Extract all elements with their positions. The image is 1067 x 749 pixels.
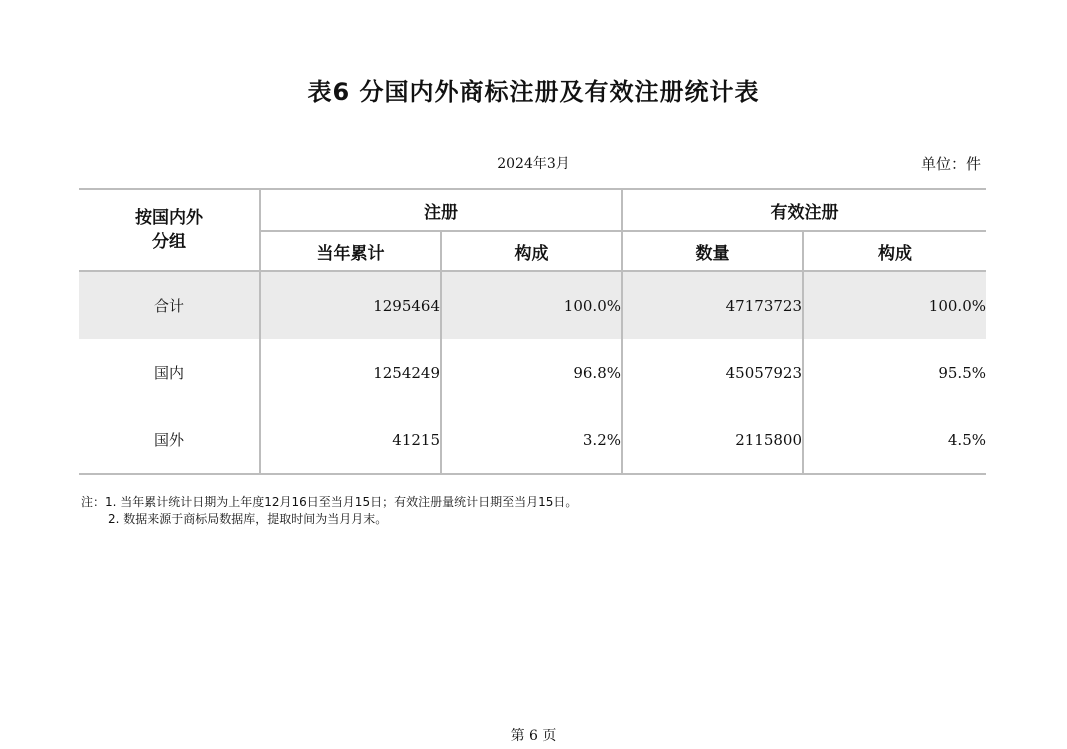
footnote-2: 2. 数据来源于商标局数据库，提取时间为当月月末。 <box>108 512 388 526</box>
table-row <box>79 271 986 339</box>
cell-value: 2115800 <box>622 406 803 474</box>
footnote-1: 注：1. 当年累计统计日期为上年度12月16日至当月15日；有效注册量统计日期至当月15日。 <box>81 495 578 509</box>
row-label: 合计 <box>79 271 260 339</box>
cell-value: 95.5% <box>803 339 986 406</box>
table-row <box>79 406 986 474</box>
sub-header-share: 构成 <box>441 231 622 271</box>
cell-value: 1295464 <box>260 271 441 339</box>
group-header: 按国内外分组 <box>79 189 260 271</box>
row-label: 国内 <box>153 364 184 382</box>
sub-header-share-valid: 构成 <box>803 231 986 271</box>
row-label: 国外 <box>79 406 260 474</box>
period-label: 2024年3月 <box>497 156 570 172</box>
col-group-registration: 注册 <box>260 189 622 231</box>
cell-value: 47173723 <box>622 271 803 339</box>
cell-value: 100.0% <box>441 271 622 339</box>
table-row <box>79 339 986 406</box>
cell-value: 41215 <box>260 406 441 474</box>
cell-value: 100.0% <box>803 271 986 339</box>
cell-value: 1254249 <box>260 339 441 406</box>
cell-value: 96.8% <box>441 339 622 406</box>
footnotes <box>81 494 577 528</box>
cell-value: 4.5% <box>803 406 986 474</box>
cell-value: 3.2% <box>441 406 622 474</box>
sub-header-ytd: 当年累计 <box>260 231 441 271</box>
sub-header-count: 数量 <box>622 231 803 271</box>
page-title: 表6 分国内外商标注册及有效注册统计表 <box>307 78 760 106</box>
unit-label: 单位：件 <box>920 155 981 173</box>
page-number: 第 6 页 <box>510 728 557 744</box>
stats-table <box>79 188 986 475</box>
cell-value: 45057923 <box>622 339 803 406</box>
col-group-valid-registration: 有效注册 <box>622 189 986 231</box>
